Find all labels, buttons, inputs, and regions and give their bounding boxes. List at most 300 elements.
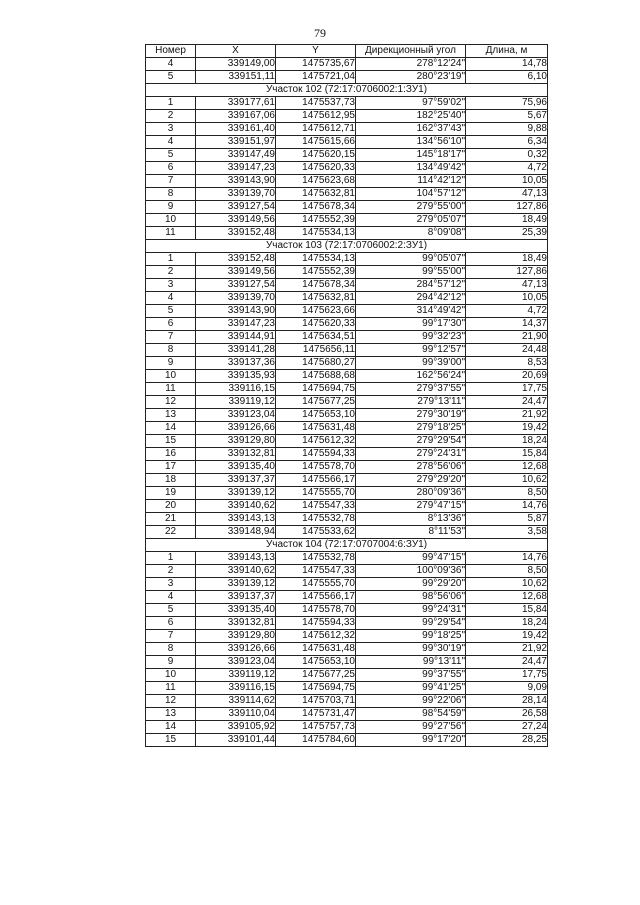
cell-x: 339149,00 [196,58,276,71]
cell-direction-angle: 134°56'10" [356,136,466,149]
cell-length: 25,39 [466,227,548,240]
cell-y: 1475694,75 [276,383,356,396]
cell-length: 127,86 [466,266,548,279]
table-row [146,461,548,474]
cell-number: 5 [146,604,196,617]
cell-length: 24,47 [466,656,548,669]
cell-direction-angle: 279°37'55" [356,383,466,396]
table-row [146,383,548,396]
cell-number: 5 [146,149,196,162]
cell-y: 1475620,33 [276,318,356,331]
cell-x: 339147,23 [196,318,276,331]
cell-number: 11 [146,682,196,695]
cell-direction-angle: 99°12'57" [356,344,466,357]
header-y: Y [276,45,356,58]
table-row [146,292,548,305]
cell-number: 19 [146,487,196,500]
cell-number: 1 [146,253,196,266]
cell-length: 12,68 [466,591,548,604]
cell-number: 17 [146,461,196,474]
cell-y: 1475552,39 [276,266,356,279]
cell-y: 1475578,70 [276,461,356,474]
section-header-row [146,240,548,253]
cell-length: 18,24 [466,435,548,448]
cell-number: 4 [146,58,196,71]
cell-length: 75,96 [466,97,548,110]
cell-y: 1475678,34 [276,201,356,214]
cell-direction-angle: 182°25'40" [356,110,466,123]
table-row [146,162,548,175]
cell-length: 24,48 [466,344,548,357]
cell-length: 14,76 [466,552,548,565]
cell-x: 339139,12 [196,487,276,500]
cell-direction-angle: 162°37'43" [356,123,466,136]
cell-y: 1475612,95 [276,110,356,123]
cell-direction-angle: 99°13'11" [356,656,466,669]
cell-x: 339141,28 [196,344,276,357]
cell-x: 339144,91 [196,331,276,344]
cell-direction-angle: 284°57'12" [356,279,466,292]
cell-number: 5 [146,71,196,84]
section-header-row [146,539,548,552]
cell-y: 1475555,70 [276,578,356,591]
table-row [146,71,548,84]
cell-direction-angle: 145°18'17" [356,149,466,162]
cell-x: 339129,80 [196,435,276,448]
cell-length: 10,05 [466,292,548,305]
cell-number: 3 [146,578,196,591]
cell-length: 19,42 [466,630,548,643]
cell-x: 339139,12 [196,578,276,591]
cell-direction-angle: 99°37'55" [356,669,466,682]
cell-x: 339161,40 [196,123,276,136]
table-row [146,487,548,500]
cell-number: 14 [146,422,196,435]
cell-number: 2 [146,110,196,123]
cell-length: 18,49 [466,214,548,227]
cell-y: 1475735,67 [276,58,356,71]
header-number: Номер [146,45,196,58]
cell-direction-angle: 279°47'15" [356,500,466,513]
cell-x: 339137,36 [196,357,276,370]
cell-length: 17,75 [466,383,548,396]
cell-number: 12 [146,396,196,409]
cell-x: 339119,12 [196,396,276,409]
cell-y: 1475653,10 [276,409,356,422]
table-row [146,279,548,292]
cell-number: 9 [146,201,196,214]
cell-number: 3 [146,279,196,292]
cell-y: 1475703,71 [276,695,356,708]
cell-number: 15 [146,734,196,747]
cell-number: 2 [146,266,196,279]
cell-direction-angle: 99°29'20" [356,578,466,591]
table-row [146,474,548,487]
cell-x: 339101,44 [196,734,276,747]
cell-y: 1475612,32 [276,630,356,643]
cell-y: 1475677,25 [276,396,356,409]
cell-y: 1475623,68 [276,175,356,188]
cell-x: 339129,80 [196,630,276,643]
table-row [146,500,548,513]
cell-y: 1475552,39 [276,214,356,227]
cell-number: 6 [146,318,196,331]
section-title: Участок 103 (72:17:0706002:2:ЗУ1) [146,240,548,253]
table-row [146,617,548,630]
cell-y: 1475656,11 [276,344,356,357]
cell-y: 1475612,32 [276,435,356,448]
cell-y: 1475594,33 [276,448,356,461]
table-row [146,695,548,708]
cell-length: 21,92 [466,643,548,656]
cell-length: 26,58 [466,708,548,721]
header-length: Длина, м [466,45,548,58]
cell-number: 1 [146,97,196,110]
cell-number: 9 [146,656,196,669]
cell-x: 339135,40 [196,461,276,474]
cell-length: 20,69 [466,370,548,383]
cell-number: 2 [146,565,196,578]
page-number: 79 [314,26,326,40]
cell-length: 4,72 [466,162,548,175]
table-header [146,45,548,58]
cell-number: 7 [146,175,196,188]
table-row [146,331,548,344]
cell-x: 339143,90 [196,175,276,188]
table-row [146,526,548,539]
cell-number: 3 [146,123,196,136]
cell-y: 1475612,71 [276,123,356,136]
cell-x: 339123,04 [196,656,276,669]
cell-y: 1475678,34 [276,279,356,292]
cell-number: 10 [146,370,196,383]
cell-length: 9,88 [466,123,548,136]
cell-direction-angle: 278°12'24" [356,58,466,71]
cell-number: 4 [146,591,196,604]
cell-y: 1475731,47 [276,708,356,721]
cell-x: 339126,66 [196,643,276,656]
cell-x: 339167,06 [196,110,276,123]
cell-x: 339147,23 [196,162,276,175]
cell-y: 1475632,81 [276,292,356,305]
section-title: Участок 102 (72:17:0706002:1:ЗУ1) [146,84,548,97]
cell-number: 6 [146,617,196,630]
cell-direction-angle: 104°57'12" [356,188,466,201]
cell-x: 339137,37 [196,474,276,487]
cell-x: 339143,13 [196,552,276,565]
table-row [146,136,548,149]
cell-x: 339110,04 [196,708,276,721]
cell-direction-angle: 99°30'19" [356,643,466,656]
cell-direction-angle: 99°17'30" [356,318,466,331]
cell-number: 22 [146,526,196,539]
cell-x: 339143,13 [196,513,276,526]
cell-direction-angle: 279°24'31" [356,448,466,461]
table-row [146,448,548,461]
cell-y: 1475757,73 [276,721,356,734]
table-row [146,201,548,214]
cell-number: 12 [146,695,196,708]
table-row [146,578,548,591]
cell-y: 1475694,75 [276,682,356,695]
cell-direction-angle: 279°29'20" [356,474,466,487]
cell-x: 339114,62 [196,695,276,708]
cell-length: 8,53 [466,357,548,370]
cell-length: 18,49 [466,253,548,266]
cell-length: 5,67 [466,110,548,123]
cell-y: 1475620,15 [276,149,356,162]
cell-number: 15 [146,435,196,448]
cell-length: 8,50 [466,487,548,500]
cell-length: 0,32 [466,149,548,162]
cell-number: 5 [146,305,196,318]
cell-direction-angle: 8°11'53" [356,526,466,539]
cell-direction-angle: 294°42'12" [356,292,466,305]
table-row [146,422,548,435]
cell-direction-angle: 279°18'25" [356,422,466,435]
cell-y: 1475547,33 [276,565,356,578]
table-row [146,318,548,331]
cell-length: 14,78 [466,58,548,71]
cell-y: 1475555,70 [276,487,356,500]
cell-number: 7 [146,331,196,344]
table-row [146,409,548,422]
table-row [146,669,548,682]
cell-length: 17,75 [466,669,548,682]
cell-direction-angle: 162°56'24" [356,370,466,383]
cell-direction-angle: 280°23'19" [356,71,466,84]
cell-y: 1475653,10 [276,656,356,669]
header-x: X [196,45,276,58]
cell-direction-angle: 99°22'06" [356,695,466,708]
cell-x: 339151,11 [196,71,276,84]
cell-number: 20 [146,500,196,513]
cell-y: 1475578,70 [276,604,356,617]
cell-direction-angle: 278°56'06" [356,461,466,474]
cell-length: 14,76 [466,500,548,513]
cell-direction-angle: 279°29'54" [356,435,466,448]
cell-direction-angle: 134°49'42" [356,162,466,175]
table-row [146,58,548,71]
header-direction-angle: Дирекционный угол [356,45,466,58]
table-row [146,708,548,721]
table-row [146,682,548,695]
cell-length: 3,58 [466,526,548,539]
cell-y: 1475632,81 [276,188,356,201]
section-title: Участок 104 (72:17:0707004:6:ЗУ1) [146,539,548,552]
cell-direction-angle: 8°09'08" [356,227,466,240]
cell-number: 10 [146,214,196,227]
cell-direction-angle: 279°30'19" [356,409,466,422]
cell-x: 339152,48 [196,227,276,240]
cell-length: 15,84 [466,604,548,617]
cell-y: 1475620,33 [276,162,356,175]
table-row [146,357,548,370]
table-row [146,513,548,526]
cell-x: 339105,92 [196,721,276,734]
cell-direction-angle: 98°56'06" [356,591,466,604]
cell-length: 127,86 [466,201,548,214]
cell-x: 339139,70 [196,188,276,201]
table-row [146,552,548,565]
cell-direction-angle: 99°32'23" [356,331,466,344]
cell-direction-angle: 114°42'12" [356,175,466,188]
section-header-row [146,84,548,97]
cell-x: 339149,56 [196,214,276,227]
cell-direction-angle: 8°13'36" [356,513,466,526]
table-row [146,214,548,227]
cell-length: 12,68 [466,461,548,474]
cell-y: 1475677,25 [276,669,356,682]
cell-number: 7 [146,630,196,643]
cell-x: 339132,81 [196,617,276,630]
table-row [146,149,548,162]
cell-length: 47,13 [466,188,548,201]
cell-y: 1475688,68 [276,370,356,383]
cell-direction-angle: 280°09'36" [356,487,466,500]
cell-y: 1475680,27 [276,357,356,370]
cell-y: 1475631,48 [276,643,356,656]
cell-x: 339119,12 [196,669,276,682]
table-row [146,175,548,188]
cell-length: 4,72 [466,305,548,318]
table-row [146,396,548,409]
cell-length: 14,37 [466,318,548,331]
cell-length: 21,92 [466,409,548,422]
cell-direction-angle: 98°54'59" [356,708,466,721]
cell-direction-angle: 99°41'25" [356,682,466,695]
table-row [146,604,548,617]
cell-direction-angle: 99°17'20" [356,734,466,747]
cell-number: 4 [146,292,196,305]
cell-number: 6 [146,162,196,175]
cell-x: 339127,54 [196,279,276,292]
cell-length: 10,62 [466,578,548,591]
table-row [146,344,548,357]
cell-length: 10,62 [466,474,548,487]
cell-length: 24,47 [466,396,548,409]
cell-direction-angle: 279°13'11" [356,396,466,409]
cell-y: 1475623,66 [276,305,356,318]
cell-x: 339126,66 [196,422,276,435]
cell-x: 339127,54 [196,201,276,214]
cell-y: 1475532,78 [276,552,356,565]
cell-x: 339177,61 [196,97,276,110]
table-row [146,643,548,656]
cell-y: 1475537,73 [276,97,356,110]
cell-number: 4 [146,136,196,149]
cell-length: 28,25 [466,734,548,747]
table-row [146,656,548,669]
cell-y: 1475721,04 [276,71,356,84]
cell-x: 339132,81 [196,448,276,461]
cell-length: 18,24 [466,617,548,630]
cell-direction-angle: 100°09'36" [356,565,466,578]
cell-number: 10 [146,669,196,682]
cell-direction-angle: 99°18'25" [356,630,466,643]
cell-length: 9,09 [466,682,548,695]
cell-length: 27,24 [466,721,548,734]
cell-x: 339151,97 [196,136,276,149]
table-row [146,97,548,110]
cell-x: 339139,70 [196,292,276,305]
cell-x: 339143,90 [196,305,276,318]
cell-length: 6,10 [466,71,548,84]
cell-x: 339149,56 [196,266,276,279]
cell-direction-angle: 99°39'00" [356,357,466,370]
cell-length: 10,05 [466,175,548,188]
table-body [146,58,548,747]
table-row [146,227,548,240]
cell-y: 1475566,17 [276,591,356,604]
cell-x: 339147,49 [196,149,276,162]
table-row [146,188,548,201]
cell-x: 339116,15 [196,682,276,695]
cell-number: 8 [146,643,196,656]
table-row [146,721,548,734]
table-row [146,123,548,136]
cell-y: 1475784,60 [276,734,356,747]
cell-x: 339116,15 [196,383,276,396]
cell-number: 13 [146,409,196,422]
cell-y: 1475594,33 [276,617,356,630]
cell-direction-angle: 99°24'31" [356,604,466,617]
cell-number: 14 [146,721,196,734]
cell-y: 1475634,51 [276,331,356,344]
cell-x: 339137,37 [196,591,276,604]
cell-length: 19,42 [466,422,548,435]
cell-x: 339148,94 [196,526,276,539]
cell-length: 21,90 [466,331,548,344]
cell-number: 11 [146,227,196,240]
cell-y: 1475534,13 [276,253,356,266]
table-row [146,370,548,383]
table-row [146,253,548,266]
table-row [146,734,548,747]
cell-number: 8 [146,344,196,357]
cell-x: 339140,62 [196,565,276,578]
cell-y: 1475566,17 [276,474,356,487]
table-row [146,591,548,604]
table-row [146,266,548,279]
cell-length: 28,14 [466,695,548,708]
cell-number: 11 [146,383,196,396]
table-row [146,305,548,318]
coordinates-table [145,44,548,747]
cell-direction-angle: 314°49'42" [356,305,466,318]
cell-number: 9 [146,357,196,370]
cell-x: 339152,48 [196,253,276,266]
cell-length: 15,84 [466,448,548,461]
table-row [146,630,548,643]
cell-x: 339135,40 [196,604,276,617]
cell-number: 13 [146,708,196,721]
cell-number: 16 [146,448,196,461]
cell-number: 21 [146,513,196,526]
cell-length: 6,34 [466,136,548,149]
cell-number: 18 [146,474,196,487]
cell-direction-angle: 99°27'56" [356,721,466,734]
cell-direction-angle: 99°29'54" [356,617,466,630]
cell-x: 339123,04 [196,409,276,422]
table-row [146,565,548,578]
cell-number: 1 [146,552,196,565]
cell-direction-angle: 99°55'00" [356,266,466,279]
table-row [146,110,548,123]
cell-x: 339135,93 [196,370,276,383]
cell-number: 8 [146,188,196,201]
cell-length: 8,50 [466,565,548,578]
